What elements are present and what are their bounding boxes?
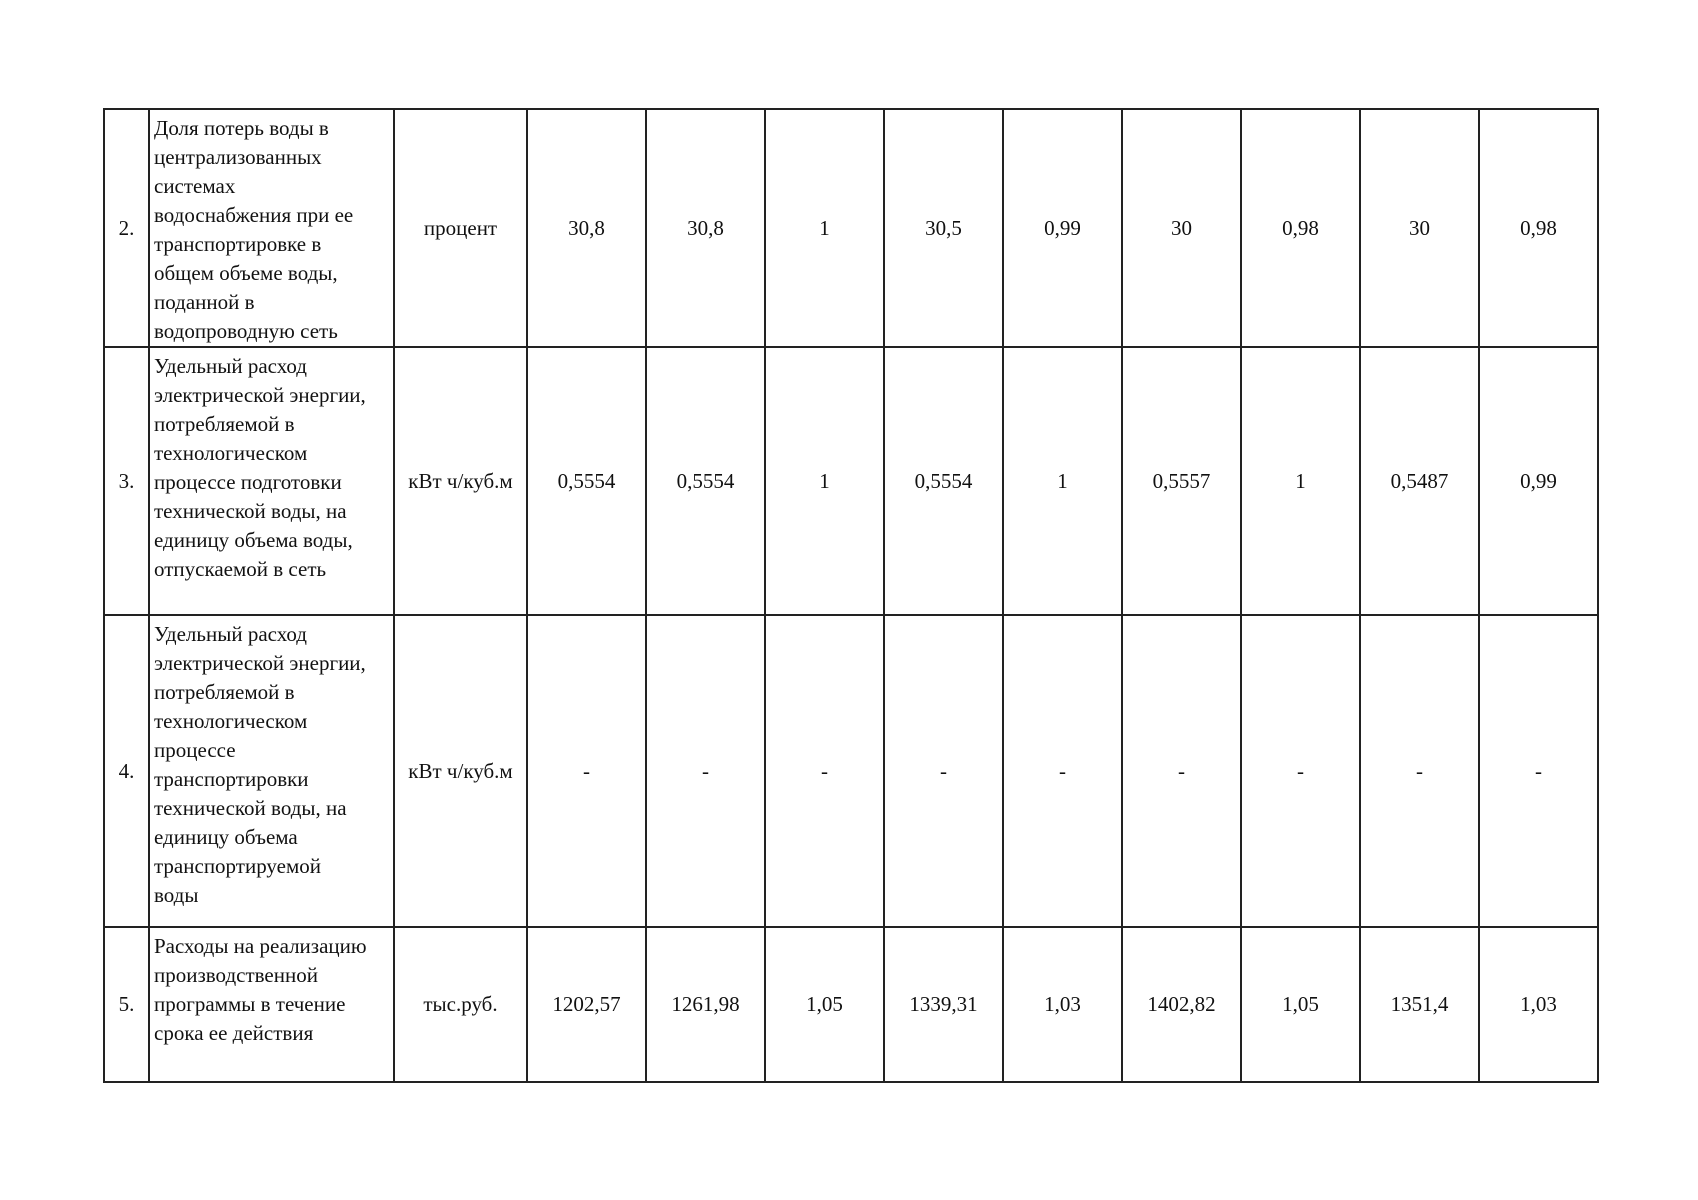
value-cell: - — [1360, 615, 1479, 927]
unit-cell: кВт ч/куб.м — [394, 615, 527, 927]
value-cell: 30,8 — [646, 109, 765, 347]
description-line: срока ее действия — [154, 1021, 314, 1045]
table-row — [104, 347, 1598, 615]
value-cell: 0,5554 — [884, 347, 1003, 615]
row-number: 3. — [104, 347, 149, 615]
description-line: Расходы на реализацию — [154, 934, 367, 958]
description-line: Доля потерь воды в — [154, 116, 329, 140]
unit-cell: процент — [394, 109, 527, 347]
value-cell: - — [1241, 615, 1360, 927]
description-line: единицу объема воды, — [154, 528, 353, 552]
table-row — [104, 615, 1598, 927]
description-line: единицу объема — [154, 825, 298, 849]
value-cell: 0,5554 — [646, 347, 765, 615]
value-cell: 30 — [1360, 109, 1479, 347]
value-cell: 0,99 — [1479, 347, 1598, 615]
description-line: электрической энергии, — [154, 651, 366, 675]
value-cell: - — [765, 615, 884, 927]
description-line: водопроводную сеть — [154, 319, 338, 343]
description-line: технической воды, на — [154, 499, 347, 523]
description-line: транспортировке в — [154, 232, 322, 256]
table-body — [104, 109, 1598, 1082]
row-number: 2. — [104, 109, 149, 347]
value-cell: 1402,82 — [1122, 927, 1241, 1082]
value-cell: 1351,4 — [1360, 927, 1479, 1082]
table-row — [104, 109, 1598, 347]
description-line: воды — [154, 883, 199, 907]
value-cell: 1339,31 — [884, 927, 1003, 1082]
description-line: процессе подготовки — [154, 470, 342, 494]
description-line: процессе — [154, 738, 236, 762]
value-cell: 0,5557 — [1122, 347, 1241, 615]
value-cell: - — [1003, 615, 1122, 927]
row-number: 4. — [104, 615, 149, 927]
unit-cell: кВт ч/куб.м — [394, 347, 527, 615]
description-line: технологическом — [154, 441, 308, 465]
value-cell: - — [884, 615, 1003, 927]
description-line: транспортировки — [154, 767, 309, 791]
value-cell: 30 — [1122, 109, 1241, 347]
description-line: водоснабжения при ее — [154, 203, 354, 227]
value-cell: 1 — [765, 109, 884, 347]
value-cell: 30,8 — [527, 109, 646, 347]
value-cell: - — [1479, 615, 1598, 927]
value-cell: - — [1122, 615, 1241, 927]
value-cell: - — [527, 615, 646, 927]
description-line: поданной в — [154, 290, 255, 314]
value-cell: 0,98 — [1479, 109, 1598, 347]
value-cell: 0,99 — [1003, 109, 1122, 347]
value-cell: 1,03 — [1479, 927, 1598, 1082]
description-line: Удельный расход — [154, 354, 307, 378]
description-line: технической воды, на — [154, 796, 347, 820]
value-cell: 1 — [765, 347, 884, 615]
unit-cell: тыс.руб. — [394, 927, 527, 1082]
indicators-table — [103, 108, 1599, 1083]
value-cell: 0,98 — [1241, 109, 1360, 347]
description-line: потребляемой в — [154, 680, 295, 704]
indicator-description — [149, 109, 394, 347]
row-number: 5. — [104, 927, 149, 1082]
description-line: программы в течение — [154, 992, 346, 1016]
value-cell: 1202,57 — [527, 927, 646, 1082]
description-line: технологическом — [154, 709, 308, 733]
value-cell: 1 — [1003, 347, 1122, 615]
value-cell: 1,03 — [1003, 927, 1122, 1082]
indicator-description — [149, 615, 394, 927]
description-line: электрической энергии, — [154, 383, 366, 407]
indicator-description — [149, 927, 394, 1082]
value-cell: 0,5487 — [1360, 347, 1479, 615]
description-line: общем объеме воды, — [154, 261, 338, 285]
value-cell: 1,05 — [1241, 927, 1360, 1082]
description-line: производственной — [154, 963, 318, 987]
value-cell: 1 — [1241, 347, 1360, 615]
value-cell: 0,5554 — [527, 347, 646, 615]
value-cell: 30,5 — [884, 109, 1003, 347]
indicator-description — [149, 347, 394, 615]
description-line: транспортируемой — [154, 854, 321, 878]
description-line: потребляемой в — [154, 412, 295, 436]
description-line: отпускаемой в сеть — [154, 557, 327, 581]
description-line: Удельный расход — [154, 622, 307, 646]
value-cell: 1,05 — [765, 927, 884, 1082]
value-cell: 1261,98 — [646, 927, 765, 1082]
value-cell: - — [646, 615, 765, 927]
description-line: системах — [154, 174, 236, 198]
description-line: централизованных — [154, 145, 322, 169]
table-row — [104, 927, 1598, 1082]
